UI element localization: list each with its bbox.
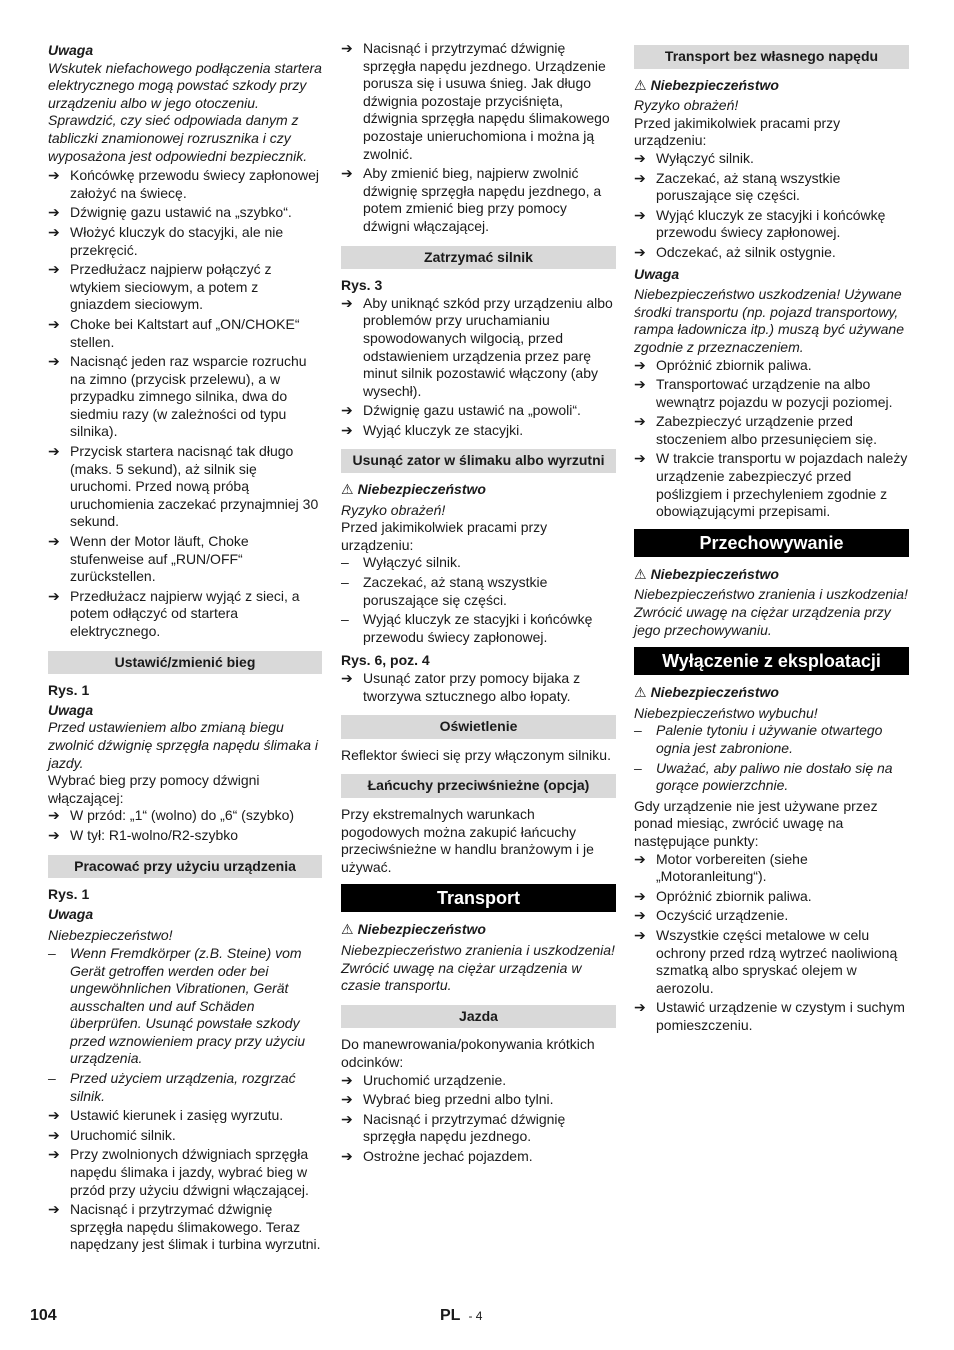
section-heading-bez-napedu: Transport bez własnego napędu xyxy=(634,45,909,69)
warning-triangle-icon: ⚠ xyxy=(341,481,354,498)
step-item: ➔ Nacisnąć jeden raz wsparcie rozruchu na zimno (przycisk przelewu), a w przypadku zimnego silnika, dwa do siedmiu razy (w zależności od typu silnika). xyxy=(48,353,322,441)
step-item: ➔ Aby uniknąć szkód przy urządzeniu albo problemów przy uruchamianiu spowodowanych wilgocią, przed odstawieniem urządzenia przez parę minut silnik pozostawić włączony (aby wysechł). xyxy=(341,295,616,401)
warning-text: Niebezpieczeństwo zranienia i uszkodzenia! Zwrócić uwagę na ciężar urządzenia przy jego przechowywaniu. xyxy=(634,586,908,638)
step-item: ➔ Wyjąć kluczyk ze stacyjki. xyxy=(341,422,616,440)
step-item: ➔ Nacisnąć i przytrzymać dźwignię sprzęgła napędu jezdnego. xyxy=(341,1111,616,1146)
note-text: Niebezpieczeństwo uszkodzenia! Używane środki transportu (np. pojazd transportowy, rampa ładownicza itp.) muszą być używane zgodnie z przeznaczeniem. xyxy=(634,286,905,355)
step-item: ➔ Uruchomić silnik. xyxy=(48,1127,322,1145)
note-heading: Uwaga xyxy=(48,42,94,58)
section-heading-zatrzymac: Zatrzymać silnik xyxy=(341,246,616,270)
dash-item: – Palenie tytoniu i używanie otwartego ognia jest zabronione. xyxy=(634,722,909,757)
warning-heading: ⚠ Niebezpieczeństwo xyxy=(634,76,779,93)
step-item: ➔ Transportować urządzenie na albo wewnątrz pojazdu w pozycji poziomej. xyxy=(634,376,909,411)
paragraph: Przed jakimikolwiek pracami przy urządzeniu: xyxy=(341,519,548,553)
step-item: ➔ Oczyścić urządzenie. xyxy=(634,907,909,925)
warning-risk: Niebezpieczeństwo wybuchu! xyxy=(634,704,818,721)
step-item: ➔ Wyłączyć silnik. xyxy=(634,150,909,168)
column-3 xyxy=(634,40,909,1035)
step-item: ➔ Dźwignię gazu ustawić na „szybko“. xyxy=(48,204,322,222)
step-item: ➔ Ustawić kierunek i zasięg wyrzutu. xyxy=(48,1107,322,1125)
step-item: ➔ Zaczekać, aż staną wszystkie poruszające się części. xyxy=(634,170,909,205)
step-item: ➔ Końcówkę przewodu świecy zapłonowej założyć na świecę. xyxy=(48,167,322,202)
section-heading-zator: Usunąć zator w ślimaku albo wyrzutni xyxy=(341,449,616,473)
warning-triangle-icon: ⚠ xyxy=(634,76,647,93)
step-item: ➔ Aby zmienić bieg, najpierw zwolnić dźwignię sprzęgła napędu jezdnego, a potem zmienić bieg przy pomocy dźwigni włączającej. xyxy=(341,165,616,235)
step-item: ➔ Wenn der Motor läuft, Choke stufenweise auf „RUN/OFF“ zurückstellen. xyxy=(48,533,322,586)
section-heading-lancuchy: Łańcuchy przeciwśnieżne (opcja) xyxy=(341,774,616,798)
note-text: Niebezpieczeństwo! xyxy=(48,927,173,944)
figure-ref: Rys. 1 xyxy=(48,682,90,699)
section-heading-oswietlenie: Oświetlenie xyxy=(341,715,616,739)
paragraph: Przed jakimikolwiek pracami przy urządzeniu: xyxy=(634,114,841,149)
section-heading-bieg: Ustawić/zmienić bieg xyxy=(48,651,322,675)
chapter-heading-przechowywanie: Przechowywanie xyxy=(634,529,909,557)
step-item: ➔ Nacisnąć i przytrzymać dźwignię sprzęgła napędu ślimakowego. Teraz napędzany jest ślimak i turbina wyrzutni. xyxy=(48,1201,322,1254)
step-item: ➔ Ustawić urządzenie w czystym i suchym pomieszczeniu. xyxy=(634,999,909,1034)
dash-item: – Wyjąć kluczyk ze stacyjki i końcówkę przewodu świecy zapłonowej. xyxy=(341,611,616,646)
step-item: ➔ W przód: „1“ (wolno) do „6“ (szybko) xyxy=(48,807,322,825)
column-1 xyxy=(48,40,322,1254)
step-item: ➔ Przycisk startera nacisnąć tak długo (maks. 5 sekund), aż silnik się uruchomi. Przed nową próbą uruchomienia zaczekać przynajmniej 30 sekund. xyxy=(48,443,322,531)
note-text: Wskutek niefachowego podłączenia startera elektrycznego mogą powstać szkody przy urządzeniu albo w jego otoczeniu. Sprawdzić, czy sieć odpowiada danym z tabliczki znamionowej rozrusznika i czy wyposażona jest odpowiedni bezpiecznik. xyxy=(48,59,322,164)
warning-heading: ⚠ Niebezpieczeństwo xyxy=(634,684,779,701)
warning-triangle-icon: ⚠ xyxy=(341,921,354,938)
step-item: ➔ Przedłużacz najpierw wyjąć z sieci, a potem odłączyć od startera elektrycznego. xyxy=(48,588,322,641)
step-item: ➔ Nacisnąć i przytrzymać dźwignię sprzęgła napędu jezdnego. Urządzenie porusza się i usuwa śnieg. Jak długo dźwignia pozostaje przyciśnięta, dźwignia sprzęgła napędu ślimakowego pozostaje unieruchomiona i można ją zwolnić. xyxy=(341,40,616,163)
figure-ref: Rys. 6, poz. 4 xyxy=(341,652,430,669)
step-item: ➔ Choke bei Kaltstart auf „ON/CHOKE“ stellen. xyxy=(48,316,322,351)
paragraph: Gdy urządzenie nie jest używane przez ponad miesiąc, zwrócić uwagę na następujące punkty: xyxy=(634,797,878,849)
warning-heading: ⚠ Niebezpieczeństwo xyxy=(341,921,486,938)
figure-ref: Rys. 3 xyxy=(341,277,383,294)
step-item: ➔ W tył: R1-wolno/R2-szybko xyxy=(48,827,322,845)
warning-triangle-icon: ⚠ xyxy=(634,684,647,701)
note-heading: Uwaga xyxy=(634,265,680,282)
paragraph: Przy ekstremalnych warunkach pogodowych można zakupić łańcuchy przeciwśnieżne w handlu branżowym i je używać. xyxy=(341,805,594,875)
note-text: Przed ustawieniem albo zmianą biegu zwolnić dźwignię sprzęgła napędu ślimaka i jazdy. xyxy=(48,719,319,771)
paragraph: Do manewrowania/pokonywania krótkich odcinków: xyxy=(341,1036,595,1070)
step-item: ➔ Włożyć kluczyk do stacyjki, ale nie przekręcić. xyxy=(48,224,322,259)
warning-triangle-icon: ⚠ xyxy=(634,565,647,582)
warning-heading: ⚠ Niebezpieczeństwo xyxy=(341,481,486,498)
step-item: ➔ Dźwignię gazu ustawić na „powoli“. xyxy=(341,402,616,420)
step-item: ➔ Wybrać bieg przedni albo tylni. xyxy=(341,1091,616,1109)
warning-heading: ⚠ Niebezpieczeństwo xyxy=(634,565,779,582)
paragraph: Reflektor świeci się przy włączonym silniku. xyxy=(341,746,611,763)
note-heading: Uwaga xyxy=(48,905,94,922)
note-heading: Uwaga xyxy=(48,701,94,718)
section-heading-praca: Pracować przy użyciu urządzenia xyxy=(48,855,322,879)
step-item: ➔ Usunąć zator przy pomocy bijaka z tworzywa sztucznego albo łopaty. xyxy=(341,670,616,705)
chapter-heading-wylaczenie: Wyłączenie z eksploatacji xyxy=(634,647,909,675)
dash-item: – Uważać, aby paliwo nie dostało się na gorące powierzchnie. xyxy=(634,760,909,795)
step-item: ➔ Zabezpieczyć urządzenie przed stoczeniem albo przesunięciem się. xyxy=(634,413,909,448)
step-item: ➔ Przedłużacz najpierw połączyć z wtykiem sieciowym, a potem z gniazdem sieciowym. xyxy=(48,261,322,314)
paragraph: Wybrać bieg przy pomocy dźwigni włączającej: xyxy=(48,772,260,806)
step-item: ➔ Ostrożne jechać pojazdem. xyxy=(341,1148,616,1166)
step-item: ➔ Motor vorbereiten (siehe „Motoranleitung“). xyxy=(634,851,909,886)
step-item: ➔ Uruchomić urządzenie. xyxy=(341,1072,616,1090)
language-page-label: PL - 4 xyxy=(440,1307,483,1324)
dash-item: – Przed użyciem urządzenia, rozgrzać silnik. xyxy=(48,1070,322,1105)
section-heading-jazda: Jazda xyxy=(341,1005,616,1029)
steps-start xyxy=(48,167,322,640)
dash-item: – Zaczekać, aż staną wszystkie poruszające się części. xyxy=(341,574,616,609)
dash-item: – Wenn Fremdkörper (z.B. Steine) vom Gerät getroffen werden oder bei ungewöhnlichen Vibrationen, Gerät ausschalten und auf Schäden überprüfen. Usunąć powstałe szkody przed wznowieniem pracy przy użyciu urządzenia. xyxy=(48,945,322,1068)
page-number: 104 xyxy=(30,1307,57,1324)
step-item: ➔ Wszystkie części metalowe w celu ochrony przed rdzą wytrzeć naoliwioną szmatką albo spryskać olejem w aerozolu. xyxy=(634,927,909,997)
warning-risk: Ryzyko obrażeń! xyxy=(341,501,446,518)
step-item: ➔ Opróżnić zbiornik paliwa. xyxy=(634,888,909,906)
warning-risk: Ryzyko obrażeń! xyxy=(634,97,739,114)
warning-text: Niebezpieczeństwo zranienia i uszkodzenia! Zwrócić uwagę na ciężar urządzenia w czasie transportu. xyxy=(341,941,615,994)
step-item: ➔ Opróżnić zbiornik paliwa. xyxy=(634,357,909,375)
step-item: ➔ W trakcie transportu w pojazdach należy urządzenie zabezpieczyć przed poślizgiem i przechyleniem zgodnie z obowiązującymi przepisami. xyxy=(634,450,909,520)
step-item: ➔ Wyjąć kluczyk ze stacyjki i końcówkę przewodu świecy zapłonowej. xyxy=(634,207,909,242)
step-item: ➔ Przy zwolnionych dźwigniach sprzęgła napędu ślimaka i jazdy, wybrać bieg w przód przy użyciu dźwigni włączającej. xyxy=(48,1146,322,1199)
dash-item: – Wyłączyć silnik. xyxy=(341,554,616,572)
figure-ref: Rys. 1 xyxy=(48,886,90,903)
chapter-heading-transport: Transport xyxy=(341,884,616,912)
step-item: ➔ Odczekać, aż silnik ostygnie. xyxy=(634,244,909,262)
column-2 xyxy=(341,40,616,1165)
